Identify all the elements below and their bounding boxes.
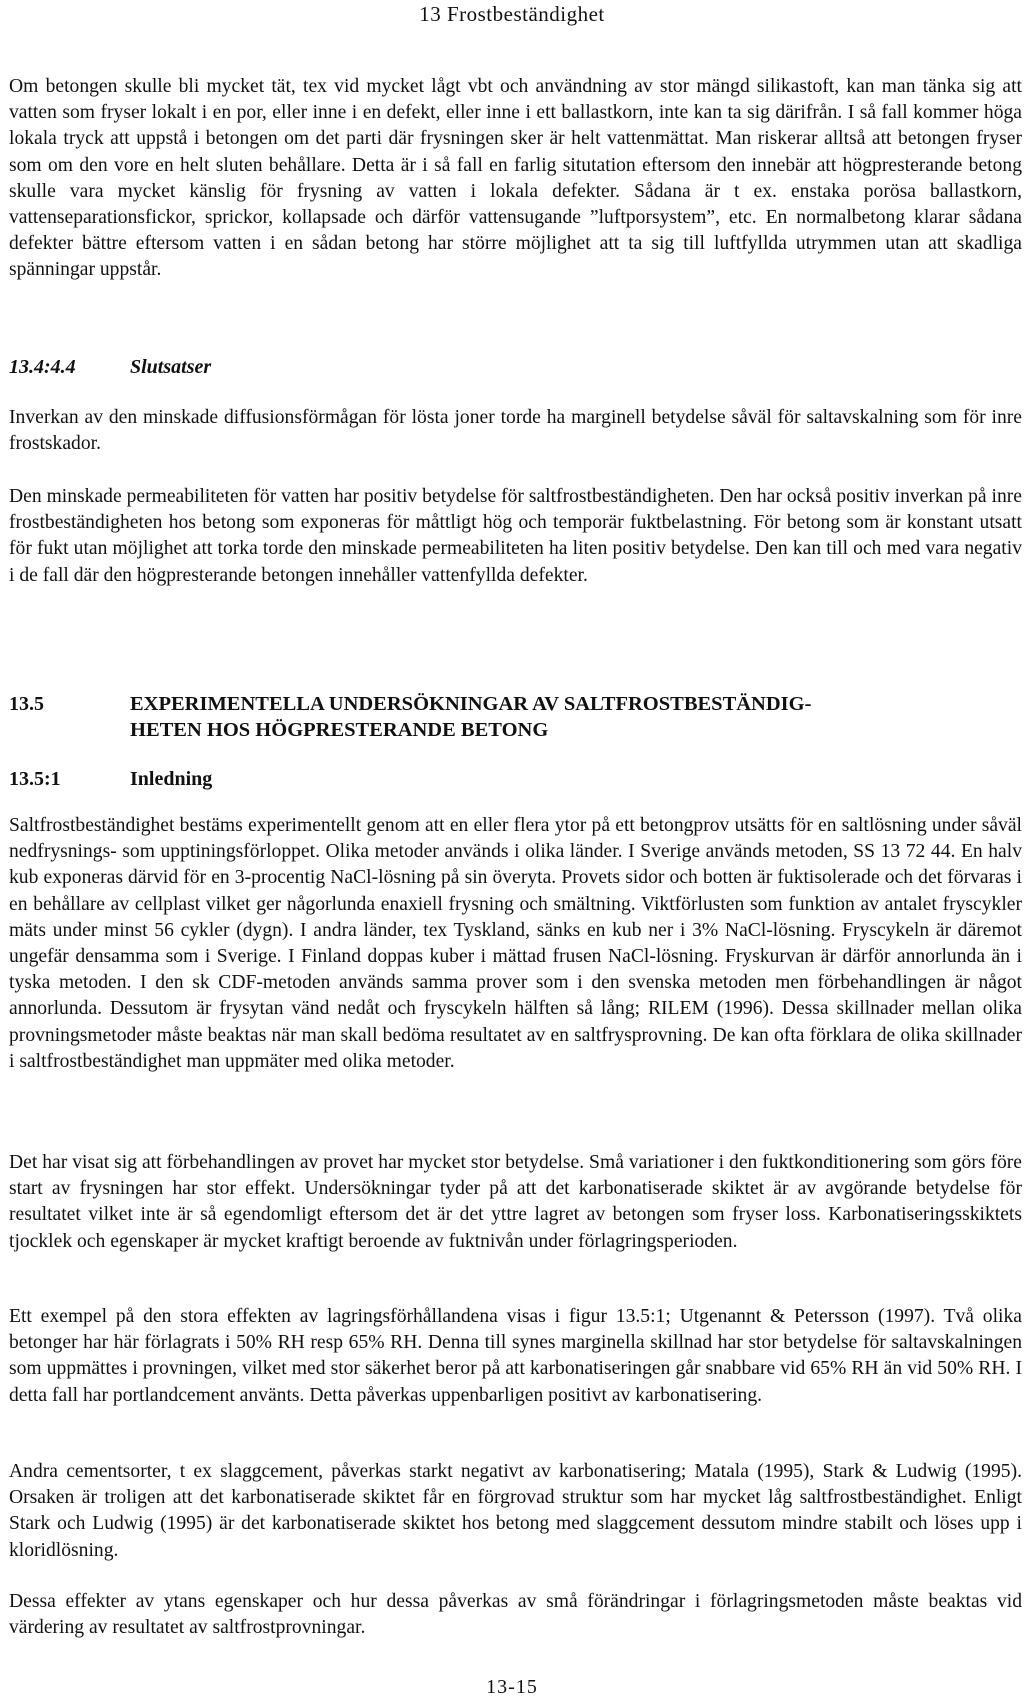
paragraph-text: Dessa effekter av ytans egenskaper och hur dessa påverkas av små förändringar i förlagringsmetoden måste beaktas vid värdering av resultatet av saltfrostprovningar.: [9, 1591, 1022, 1639]
paragraph-text: Inverkan av den minskade diffusionsförmågan för lösta joner torde ha marginell betydelse såväl för saltavskalning som för inre frostskador.: [9, 407, 1022, 455]
paragraph-text: Det har visat sig att förbehandlingen av provet har mycket stor betydelse. Små variationer i den fuktkonditionering som görs före start av frysningen har stor effekt. Undersökningar tyder på att det karbonatiserade skiktet är av avgörande betydelse för resultatet vilket inte är så egendomligt eftersom det är det yttre lagret av betongen som fryser loss. Karbonatiseringsskiktets tjocklek och egenskaper är mycket kraftigt beroende av fuktnivån under förlagringsperioden.: [9, 1152, 1022, 1252]
paragraph-pretreatment: [9, 1150, 1022, 1255]
page-number: 13-15: [486, 1676, 538, 1698]
section-number: 13.4:4.4: [9, 356, 76, 378]
section-title: [130, 691, 1010, 743]
paragraph-text: Saltfrostbeständighet bestäms experimentellt genom att en eller flera ytor på ett betongprov utsätts för en saltlösning under såväl nedfrysnings- som upptiningsförloppet. Olika metoder används i olika länder. I Sverige används metoden, SS 13 72 44. En halv kub exponeras därvid för en 3-procentig NaCl-lösning på sin överyta. Provets sidor och botten är fuktisolerade och det förvaras i en behållare av cellplast vilket ger någorlunda enaxiell frysning och smältning. Viktförlusten som funktion av antalet fryscykler mäts under minst 56 cykler (dygn). I andra länder, tex Tyskland, sänks en kub ner i 3% NaCl-lösning. Fryscykeln är däremot ungefär densamma som i Sverige. I Finland doppas kuber i mättad frusen NaCl-lösning. Fryskurvan är därför annorlunda än i tyska metoden. I den sk CDF-metoden används samma prover som i den svenska metoden men förbehandlingen är något annorlunda. Dessutom är frysytan vänd nedåt och fryscykeln hälften så lång; RILEM (1996). Dessa skillnader mellan olika provningsmetoder måste beaktas när man skall bedöma resultatet av en saltfrysprovning. De kan ofta förklara de olika skillnader i saltfrostbeständighet man uppmäter med olika metoder.: [9, 815, 1022, 1072]
paragraph-test-methods: [9, 813, 1022, 1075]
paragraph-text: Andra cementsorter, t ex slaggcement, påverkas starkt negativt av karbonatisering; Matala (1995), Stark & Ludwig (1995). Orsaken är troligen att det karbonatiserade skiktet får en förgrovad struktur som har mycket låg saltfrostbeständighet. Enligt Stark och Ludwig (1995) är det karbonatiserade skiktet hos betong med slaggcement dessutom mindre stabilt och löses upp i kloridlösning.: [9, 1461, 1022, 1561]
running-header: 13 Frostbeständighet: [419, 2, 605, 26]
paragraph-text: Den minskade permeabiliteten för vatten har positiv betydelse för saltfrostbeständigheten. Den har också positiv inverkan på inre frostbeständigheten hos betong som exponeras för måttligt hög och temporär fuktbelastning. För betong som är konstant utsatt för fukt utan möjlighet att torka torde den minskade permeabiliteten ha liten positiv betydelse. Den kan till och med vara negativ i de fall där den högpresterande betongen innehåller vattenfyllda defekter.: [9, 486, 1022, 586]
paragraph-permeability: [9, 484, 1022, 589]
section-title: Inledning: [130, 768, 213, 790]
section-number: 13.5:1: [9, 768, 61, 790]
paragraph-cement-types: [9, 1459, 1022, 1564]
section-title-line-1: EXPERIMENTELLA UNDERSÖKNINGAR AV SALTFROSTBESTÄNDIG-: [130, 693, 812, 715]
paragraph-text: Om betongen skulle bli mycket tät, tex vid mycket lågt vbt och användning av stor mängd silikastoft, kan man tänka sig att vatten som fryser lokalt i en por, eller inne i en defekt, eller inne i ett ballastkorn, inte kan ta sig därifrån. I så fall kommer höga lokala tryck att uppstå i betongen om det parti där frysningen sker är helt vattenmättat. Man riskerar alltså att betongen fryser som om den vore en helt sluten behållare. Detta är i så fall en farlig situtation eftersom den innebär att högpresterande betong skulle vara mycket känslig för frysning av vatten i lokala defekter. Sådana är t ex. enstaka porösa ballastkorn, vattenseparationsfickor, sprickor, kollapsade och därför vattensugande ”luftporsystem”, etc. En normalbetong klarar sådana defekter bättre eftersom vatten i en sådan betong har större möjlighet att ta sig till luftfyllda utrymmen utan att skadliga spänningar uppstår.: [9, 76, 1022, 281]
paragraph-text: Ett exempel på den stora effekten av lagringsförhållandena visas i figur 13.5:1; Utgenannt & Petersson (1997). Två olika betonger har här förlagrats i 50% RH resp 65% RH. Denna till synes marginella skillnad har stor betydelse för saltavskalningen som uppmättes i provningen, vilket med stor säkerhet beror på att karbonatiseringen går snabbare vid 65% RH än vid 50% RH. I detta fall har portlandcement använts. Detta påverkas uppenbarligen positivt av karbonatisering.: [9, 1306, 1022, 1406]
section-number: 13.5: [9, 693, 44, 715]
paragraph-conclusion-effects: [9, 1589, 1022, 1641]
section-title: Slutsatser: [130, 356, 212, 378]
paragraph-frost-tight-concrete: [9, 74, 1022, 284]
paragraph-diffusion: [9, 405, 1022, 457]
section-title-line-2: HETEN HOS HÖGPRESTERANDE BETONG: [130, 719, 549, 741]
paragraph-storage-example: [9, 1304, 1022, 1409]
